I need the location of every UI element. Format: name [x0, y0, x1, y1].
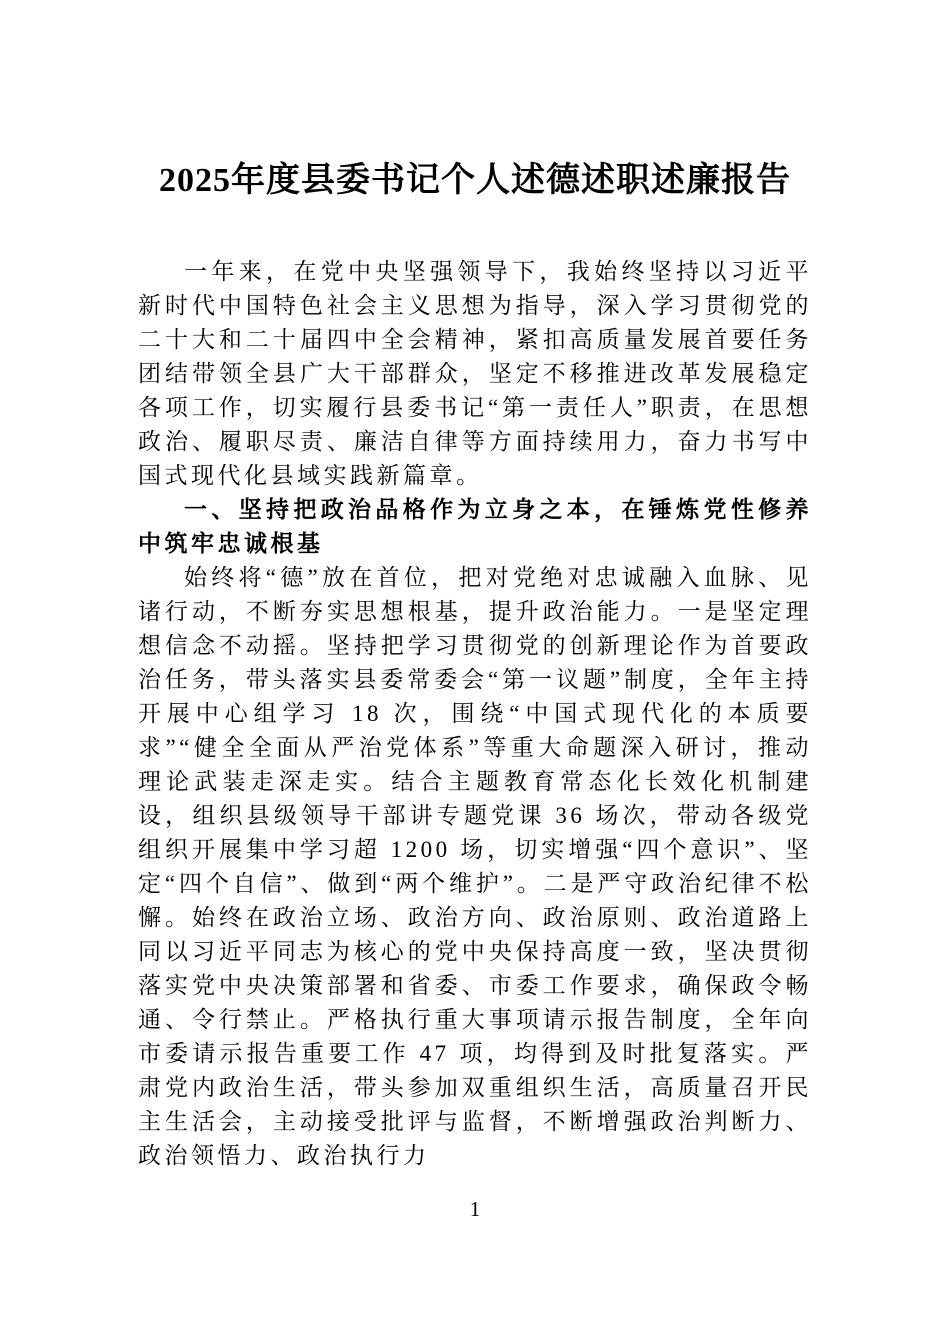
document-title: 2025年度县委书记个人述德述职述廉报告: [159, 162, 791, 199]
paragraph-intro: 一年来，在党中央坚强领导下，我始终坚持以习近平新时代中国特色社会主义思想为指导，深入学习贯彻党的二十大和二十届四中全会精神，紧扣高质量发展首要任务团结带领全县广大干部群众，坚定不移推进改革发展稳定各项工作，切实履行县委书记“第一责任人”职责，在思想政治、履职尽责、廉洁自律等方面持续用力，奋力书写中国式现代化县域实践新篇章。: [138, 258, 812, 488]
paragraph-section-1-body: 始终将“德”放在首位，把对党绝对忠诚融入血脉、见诸行动，不断夯实思想根基，提升政治能力。一是坚定理想信念不动摇。坚持把学习贯彻党的创新理论作为首要政治任务，带头落实县委常委会“第一议题”制度，全年主持开展中心组学习 18 次，围绕“中国式现代化的本质要求”“健全全面从严治党体系”等重大命题深入研讨，推动理论武装走深走实。结合主题教育常态化长效化机制建设，组织县级领导干部讲专题党课 36 场次，带动各级党组织开展集中学习超 1200 场，切实增强“四个意识”、坚定“四个自信”、做到“两个维护”。二是严守政治纪律不松懈。始终在政治立场、政治方向、政治原则、政治道路上同以习近平同志为核心的党中央保持高度一致，坚决贯彻落实党中央决策部署和省委、市委工作要求，确保政令畅通、令行禁止。严格执行重大事项请示报告制度，全年向市委请示报告重要工作 47 项，均得到及时批复落实。严肃党内政治生活，带头参加双重组织生活，高质量召开民主生活会，主动接受批评与监督，不断增强政治判断力、政治领悟力、政治执行力: [138, 564, 812, 1168]
page-number: 1: [469, 1197, 481, 1221]
section-heading-1: 一、坚持把政治品格作为立身之本，在锤炼党性修养中筑牢忠诚根基: [138, 496, 812, 556]
